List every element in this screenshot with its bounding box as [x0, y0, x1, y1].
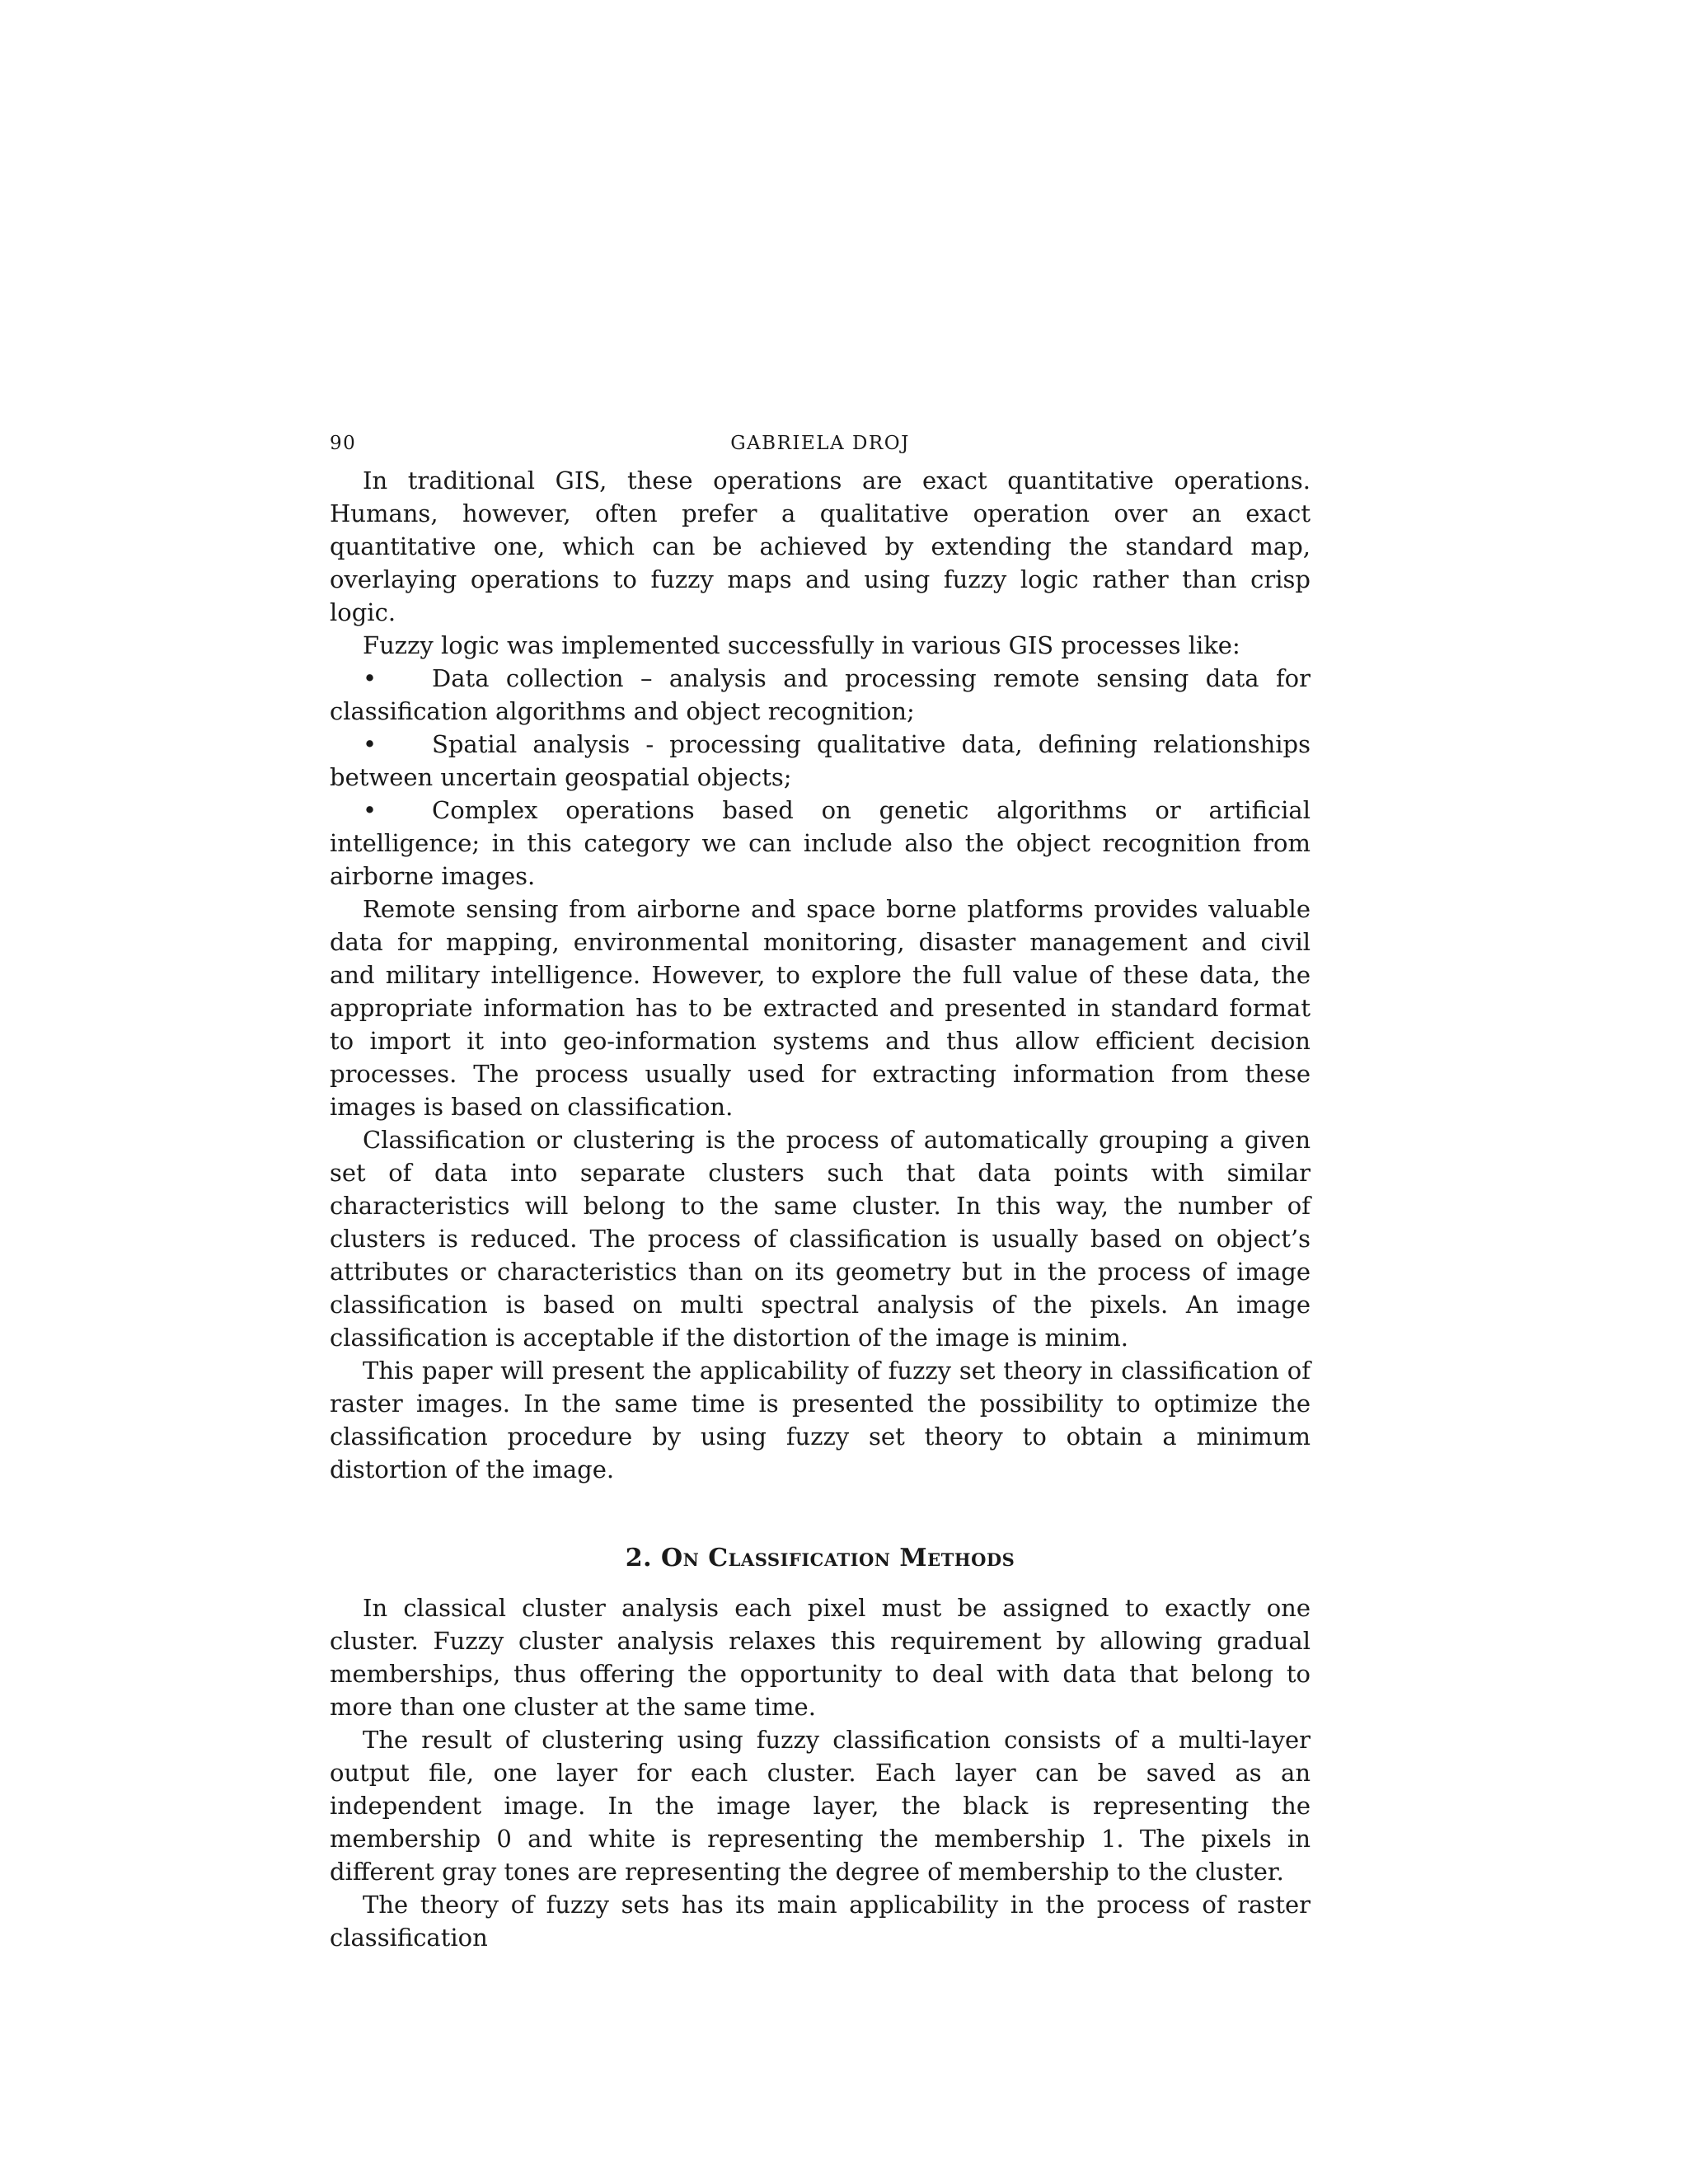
bullet-text: Data collection – analysis and processing remote sensing data for classification algorithms and object recognition; [330, 664, 1311, 725]
paragraph: Classification or clustering is the process of automatically grouping a given set of data into separate clusters such that data points with similar characteristics will belong to the same cluster. In this way, the number of clusters is reduced. The process of classification is usually based on object’s attributes or characteristics than on its geometry but in the process of image classification is based on multi spectral analysis of the pixels. An image classification is acceptable if the distortion of the image is minim. [330, 1126, 1311, 1352]
paragraph: The theory of fuzzy sets has its main applicability in the process of raster classification [330, 1891, 1311, 1952]
author-name: GABRIELA DROJ [730, 433, 910, 454]
bullet-item [330, 662, 1311, 728]
paragraph: In classical cluster analysis each pixel must be assigned to exactly one cluster. Fuzzy cluster analysis relaxes this requirement by allowing gradual memberships, thus offering the opportunity to deal with data that belong to more than one cluster at the same time. [330, 1594, 1311, 1721]
running-header [330, 424, 1311, 464]
bullet-item [330, 728, 1311, 794]
bullet-item [330, 794, 1311, 893]
paragraph: This paper will present the applicability of fuzzy set theory in classification of raster images. In the same time is presented the possibility to optimize the classification procedure by using fuzzy set theory to obtain a minimum distortion of the image. [330, 1357, 1311, 1483]
bullet-text: Complex operations based on genetic algorithms or artificial intelligence; in this category we can include also the object recognition from airborne images. [330, 796, 1311, 890]
bullet-icon: • [363, 730, 377, 758]
paragraph: Fuzzy logic was implemented successfully in various GIS processes like: [363, 631, 1240, 659]
paragraph: In traditional GIS, these operations are exact quantitative operations. Humans, however, often prefer a qualitative operation over an exact quantitative one, which can be achieved by extending the standard map, overlaying operations to fuzzy maps and using fuzzy logic rather than crisp logic. [330, 466, 1311, 626]
page-number: 90 [330, 433, 357, 454]
paper-page [330, 424, 1311, 1954]
section-heading: 2. On Classification Methods [625, 1544, 1015, 1572]
bullet-icon: • [363, 664, 377, 692]
paragraph: Remote sensing from airborne and space borne platforms provides valuable data for mapping, environmental monitoring, disaster management and civil and military intelligence. However, to explore the full value of these data, the appropriate information has to be extracted and presented in standard format to import it into geo-information systems and thus allow efficient decision processes. The process usually used for extracting information from these images is based on classification. [330, 895, 1311, 1121]
bullet-text: Spatial analysis - processing qualitative data, defining relationships between uncertain geospatial objects; [330, 730, 1311, 791]
paragraph: The result of clustering using fuzzy classification consists of a multi-layer output file, one layer for each cluster. Each layer can be saved as an independent image. In the image layer, the black is representing the membership 0 and white is representing the membership 1. The pixels in different gray tones are representing the degree of membership to the cluster. [330, 1726, 1311, 1886]
bullet-icon: • [363, 796, 377, 824]
